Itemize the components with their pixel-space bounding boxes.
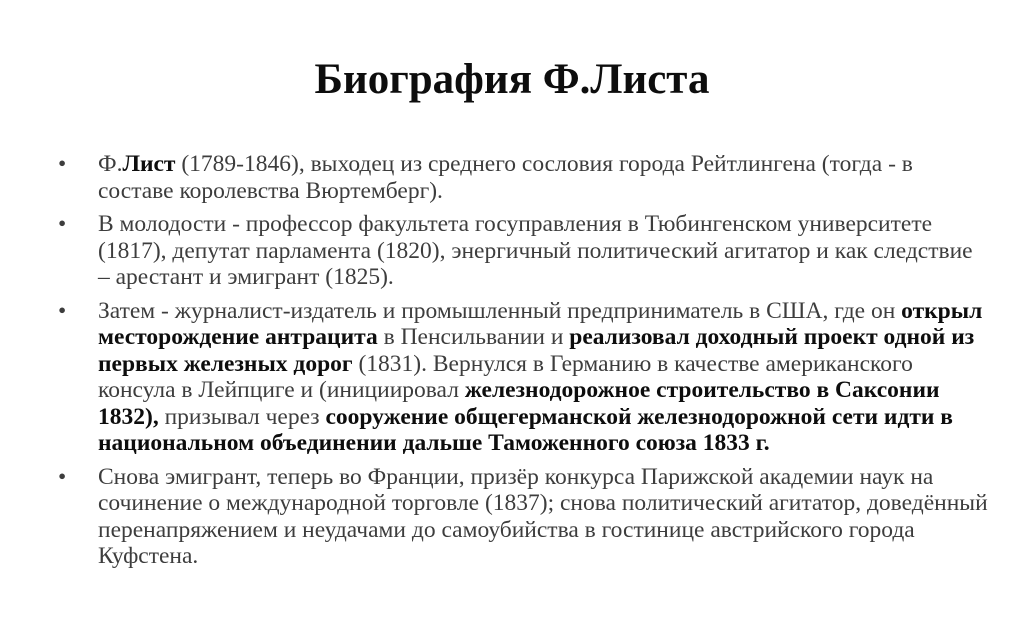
bullet-segment-bold: реализовал доходный проект одной из первых железных дорог bbox=[98, 324, 975, 377]
bullet-segment: призывал через bbox=[158, 403, 326, 430]
bullet-item-4 bbox=[58, 464, 988, 570]
bullet-item-3 bbox=[58, 298, 988, 457]
bullet-segment-bold: железнодорожное строительство в Саксонии 1832), bbox=[98, 377, 940, 430]
bullet-icon: • bbox=[58, 211, 67, 237]
bullet-text bbox=[98, 464, 988, 570]
bullet-segment: В молодости - профессор факультета госуправления в Тюбингенском университете (1817), депутат парламента (1820), энергичный политический агитатор и как следствие – арестант и эмигрант (1825). bbox=[98, 211, 973, 290]
bullet-text bbox=[98, 211, 973, 290]
bullet-segment: в Пенсильвании и bbox=[377, 324, 570, 350]
bullet-segment-bold: открыл месторождение антрацита bbox=[98, 297, 983, 350]
bullet-item-1 bbox=[58, 151, 988, 204]
bullet-segment: Ф. bbox=[98, 151, 123, 177]
bullet-segment: Затем - журналист-издатель и промышленный предприниматель в США, где он bbox=[98, 297, 902, 324]
bullet-text bbox=[98, 151, 913, 204]
bullet-icon: • bbox=[58, 297, 67, 324]
bullet-segment: Снова эмигрант, теперь во Франции, призёр конкурса Парижской академии наук на сочинение о международной торговле (1837); снова политический агитатор, доведённый перенапряжением и неудачами до самоубийства в гостинице австрийского города Куфстена. bbox=[98, 463, 988, 569]
bullet-item-2 bbox=[58, 211, 988, 291]
slide-title: Биография Ф.Листа bbox=[314, 56, 710, 103]
bullet-segment-bold: Лист bbox=[122, 151, 176, 177]
bullet-segment-bold: сооружение общегерманской железнодорожной сети идти в национальном объединении дальше Таможенного союза 1833 г. bbox=[98, 403, 953, 456]
bullet-list bbox=[58, 151, 988, 577]
bullet-icon: • bbox=[58, 151, 67, 177]
bullet-segment: (1831). Вернулся в Германию в качестве американского консула в Лейпциге и (инициировал bbox=[98, 350, 913, 403]
bullet-segment: (1789-1846), выходец из среднего сословия города Рейтлингена (тогда - в составе королевства Вюртемберг). bbox=[98, 151, 913, 204]
bullet-text bbox=[98, 298, 982, 457]
bullet-icon: • bbox=[58, 463, 67, 490]
